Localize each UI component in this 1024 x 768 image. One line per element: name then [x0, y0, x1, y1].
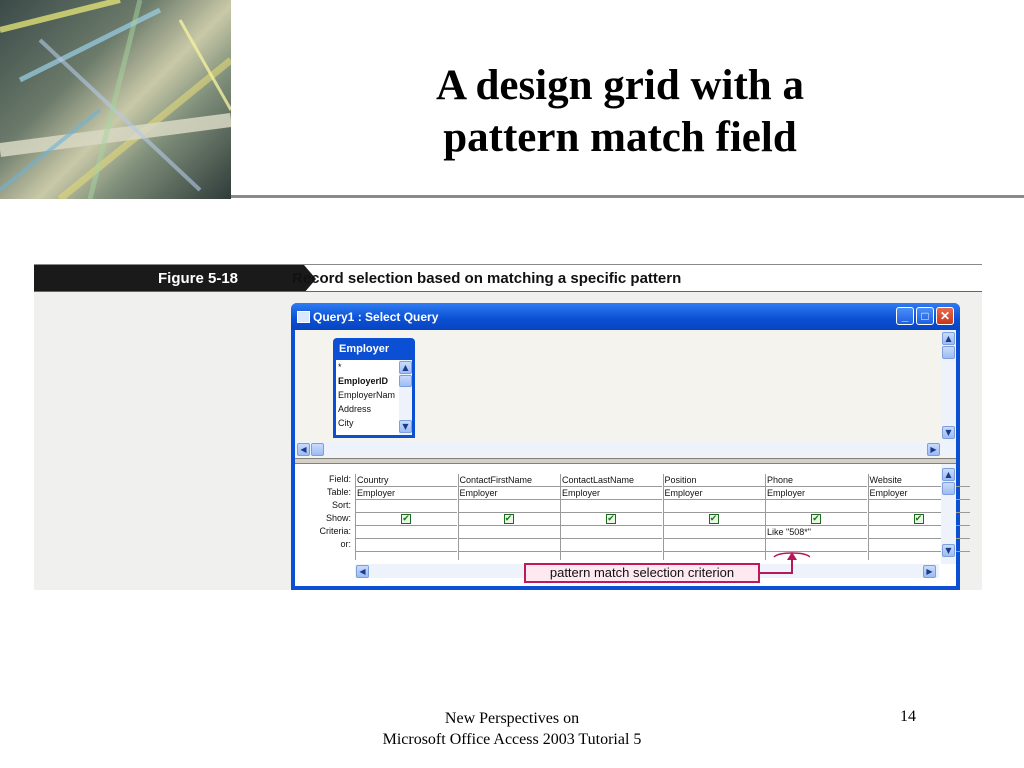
grid-cell-field[interactable]: Country	[355, 474, 457, 487]
grid-cell-or[interactable]	[355, 539, 457, 552]
grid-column-divider	[868, 474, 869, 560]
grid-column	[663, 474, 765, 560]
grid-cell-show[interactable]	[355, 513, 457, 526]
grid-cell-field[interactable]: ContactFirstName	[458, 474, 560, 487]
grid-cell-table[interactable]: Employer	[663, 487, 765, 500]
grid-cell-field[interactable]: Website	[868, 474, 970, 487]
grid-cell-criteria[interactable]: Like "508*"	[765, 526, 867, 539]
row-label-field: Field:	[328, 474, 351, 484]
pattern-match-callout: pattern match selection criterion	[524, 563, 760, 583]
scroll-down-icon[interactable]: ▼	[942, 426, 955, 439]
window-titlebar[interactable]	[291, 303, 960, 330]
scroll-up-icon[interactable]: ▲	[942, 332, 955, 345]
grid-cell-criteria[interactable]	[458, 526, 560, 539]
slide-footer	[350, 708, 674, 750]
grid-cell-show[interactable]	[663, 513, 765, 526]
row-label-sort: Sort:	[331, 500, 351, 510]
grid-cell-sort[interactable]	[765, 500, 867, 513]
scroll-down-icon[interactable]: ▼	[942, 544, 955, 557]
grid-column-divider	[663, 474, 664, 560]
grid-cell-sort[interactable]	[355, 500, 457, 513]
scroll-right-icon[interactable]: ▶	[923, 565, 936, 578]
row-label-table: Table:	[326, 487, 351, 497]
close-button[interactable]: ✕	[936, 307, 954, 325]
field-list-box	[336, 360, 412, 435]
field-list-item[interactable]: City	[338, 418, 354, 428]
query-window	[291, 303, 960, 590]
grid-cell-table[interactable]: Employer	[868, 487, 970, 500]
grid-cell-criteria[interactable]	[663, 526, 765, 539]
grid-cell-or[interactable]	[663, 539, 765, 552]
page-number: 14	[900, 708, 916, 725]
scroll-thumb[interactable]	[942, 482, 955, 495]
row-label-or: or:	[340, 539, 351, 549]
figure-caption: Record selection based on matching a specific pattern	[292, 270, 682, 287]
grid-column-divider	[560, 474, 561, 560]
grid-column	[355, 474, 457, 560]
scroll-right-icon[interactable]: ▶	[927, 443, 940, 456]
field-list-item[interactable]: EmployerID	[338, 376, 389, 386]
scroll-up-icon[interactable]: ▲	[942, 468, 955, 481]
grid-cell-table[interactable]: Employer	[560, 487, 662, 500]
grid-cell-criteria[interactable]	[355, 526, 457, 539]
grid-cell-field[interactable]: Phone	[765, 474, 867, 487]
grid-cell-sort[interactable]	[560, 500, 662, 513]
show-checkbox-icon[interactable]: ✔	[607, 514, 615, 524]
scroll-down-icon[interactable]: ▼	[399, 420, 412, 433]
grid-cell-table[interactable]: Employer	[458, 487, 560, 500]
figure-header	[34, 264, 982, 293]
show-checkbox-icon[interactable]: ✔	[504, 514, 513, 524]
table-pane	[295, 330, 956, 458]
show-checkbox-icon[interactable]: ✔	[402, 514, 410, 524]
grid-cell-or[interactable]	[560, 539, 662, 552]
grid-column-divider	[355, 474, 356, 560]
figure-label: Figure 5-18	[34, 265, 304, 293]
scroll-up-icon[interactable]: ▲	[399, 361, 412, 374]
show-checkbox-icon[interactable]: ✔	[812, 514, 820, 524]
grid-cell-show[interactable]	[458, 513, 560, 526]
grid-cell-show[interactable]	[560, 513, 662, 526]
grid-cell-sort[interactable]	[663, 500, 765, 513]
field-list-item[interactable]: Address	[338, 404, 372, 414]
grid-cell-table[interactable]: Employer	[355, 487, 457, 500]
callout-pointer-icon	[760, 551, 810, 581]
field-list-item[interactable]: EmployerNam	[338, 390, 396, 400]
grid-column	[458, 474, 560, 560]
scroll-left-icon[interactable]: ◀	[297, 443, 310, 456]
grid-cell-sort[interactable]	[458, 500, 560, 513]
show-checkbox-icon[interactable]: ✔	[709, 514, 718, 524]
decorative-photo	[0, 0, 231, 199]
scroll-thumb[interactable]	[399, 375, 412, 387]
scroll-left-icon[interactable]: ◀	[356, 565, 369, 578]
field-list-scrollbar[interactable]	[399, 360, 412, 435]
grid-cell-criteria[interactable]	[560, 526, 662, 539]
employer-field-list[interactable]	[333, 338, 415, 438]
query-design-area	[295, 330, 956, 586]
grid-cell-field[interactable]: ContactLastName	[560, 474, 662, 487]
grid-vscroll[interactable]	[941, 464, 956, 564]
grid-column	[765, 474, 867, 560]
query-window-icon	[297, 311, 310, 323]
window-title: Query1 : Select Query	[313, 310, 439, 324]
minimize-button[interactable]: _	[896, 307, 914, 325]
grid-cell-table[interactable]: Employer	[765, 487, 867, 500]
field-list-title: Employer	[339, 343, 390, 355]
maximize-button[interactable]: □	[916, 307, 934, 325]
table-pane-hscroll[interactable]	[295, 442, 956, 456]
field-list-item[interactable]: *	[338, 362, 342, 372]
show-checkbox-icon[interactable]: ✔	[914, 514, 923, 524]
grid-column-divider	[458, 474, 459, 560]
title-divider	[231, 195, 1024, 198]
grid-column	[560, 474, 662, 560]
slide-title	[330, 60, 910, 164]
slide-title-line2: pattern match field	[443, 114, 797, 161]
grid-column-divider	[765, 474, 766, 560]
footer-line1: New Perspectives on	[444, 710, 580, 727]
scroll-thumb[interactable]	[942, 346, 955, 359]
row-label-criteria: Criteria:	[319, 526, 351, 536]
grid-cell-or[interactable]	[458, 539, 560, 552]
scroll-thumb[interactable]	[311, 443, 324, 456]
table-pane-vscroll[interactable]	[941, 330, 956, 442]
grid-cell-field[interactable]: Position	[663, 474, 765, 487]
grid-cell-show[interactable]	[765, 513, 867, 526]
slide-title-line1: A design grid with a	[436, 62, 804, 109]
footer-line2: Microsoft Office Access 2003 Tutorial 5	[382, 731, 642, 748]
row-label-show: Show:	[325, 513, 351, 523]
